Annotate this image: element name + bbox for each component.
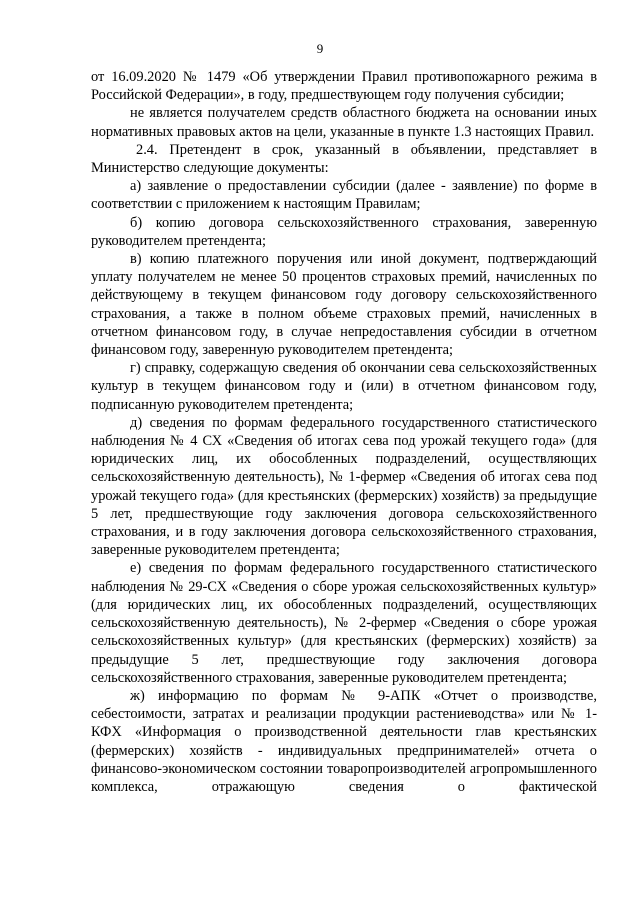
list-item-e-harvest-statistics: е) сведения по формам федерального государственного статистического наблюдения № 29-СХ «Сведения о сборе урожая сельскохозяйственных культур» (для юридических лиц, их обособленных подразделений, осуществляющих сельскохозяйственную деятельность), № 2-фермер «Сведения о сборе урожая сельскохозяйственных культур» (для крестьянских (фермерских) хозяйств) за предыдущие 5 лет, предшествующие году заключения договора сельскохозяйственного страхования, заверенные руководителем претендента; xyxy=(91,560,597,686)
paragraph-fire-safety-rules: от 16.09.2020 № 1479 «Об утверждении Правил противопожарного режима в Российской Федерации», в году, предшествующем году получения субсидии; xyxy=(91,69,597,104)
page-number: 9 xyxy=(316,41,324,56)
list-item-a-application: а) заявление о предоставлении субсидии (далее - заявление) по форме в соответствии с приложением к настоящим Правилам; xyxy=(91,178,597,213)
list-item-g-sowing-certificate: г) справку, содержащую сведения об окончании сева сельскохозяйственных культур в текущем финансовом году и (или) в отчетном финансовом году, подписанную руководителем претендента; xyxy=(91,360,597,413)
list-item-d-sowing-statistics: д) сведения по формам федерального государственного статистического наблюдения № 4 СХ «Сведения об итогах сева под урожай текущего года» (для юридических лиц, их обособленных подразделений, осуществляющих сельскохозяйственную деятельность), № 1-фермер «Сведения об итогах сева под урожай текущего года» (для крестьянских (фермерских) хозяйств) за предыдущие 5 лет, предшествующие году заключения договора сельскохозяйственного страхования, и в году заключения договора сельскохозяйственного страхования, заверенные руководителем претендента; xyxy=(91,414,597,559)
list-item-zh-production-report: ж) информацию по формам № 9-АПК «Отчет о производстве, себестоимости, затратах и реализации продукции растениеводства» или № 1-КФХ «Информация о производственной деятельности глав крестьянских (фермерских) хозяйств - индивидуальных предпринимателей» отчета о финансово-экономическом состоянии товаропроизводителей агропромышленного комплекса, отражающую сведения о фактической xyxy=(91,687,597,795)
document-body xyxy=(91,68,597,796)
list-item-v-payment-order: в) копию платежного поручения или иной документ, подтверждающий уплату получателем не менее 50 процентов страховых премий, начисленных по действующему в текущем финансовом году договору сельскохозяйственного страхования, а также в полном объеме страховых премий, начисленных в отчетном финансовом году, в случае непредоставления субсидии в отчетном финансовом году, заверенную руководителем претендента; xyxy=(91,251,597,359)
list-item-b-insurance-contract: б) копию договора сельскохозяйственного страхования, заверенную руководителем претендента; xyxy=(91,214,597,249)
paragraph-section-2-4: 2.4. Претендент в срок, указанный в объявлении, представляет в Министерство следующие документы: xyxy=(91,141,597,177)
paragraph-not-budget-recipient: не является получателем средств областного бюджета на основании иных нормативных правовых актов на цели, указанные в пункте 1.3 настоящих Правил. xyxy=(91,105,597,140)
